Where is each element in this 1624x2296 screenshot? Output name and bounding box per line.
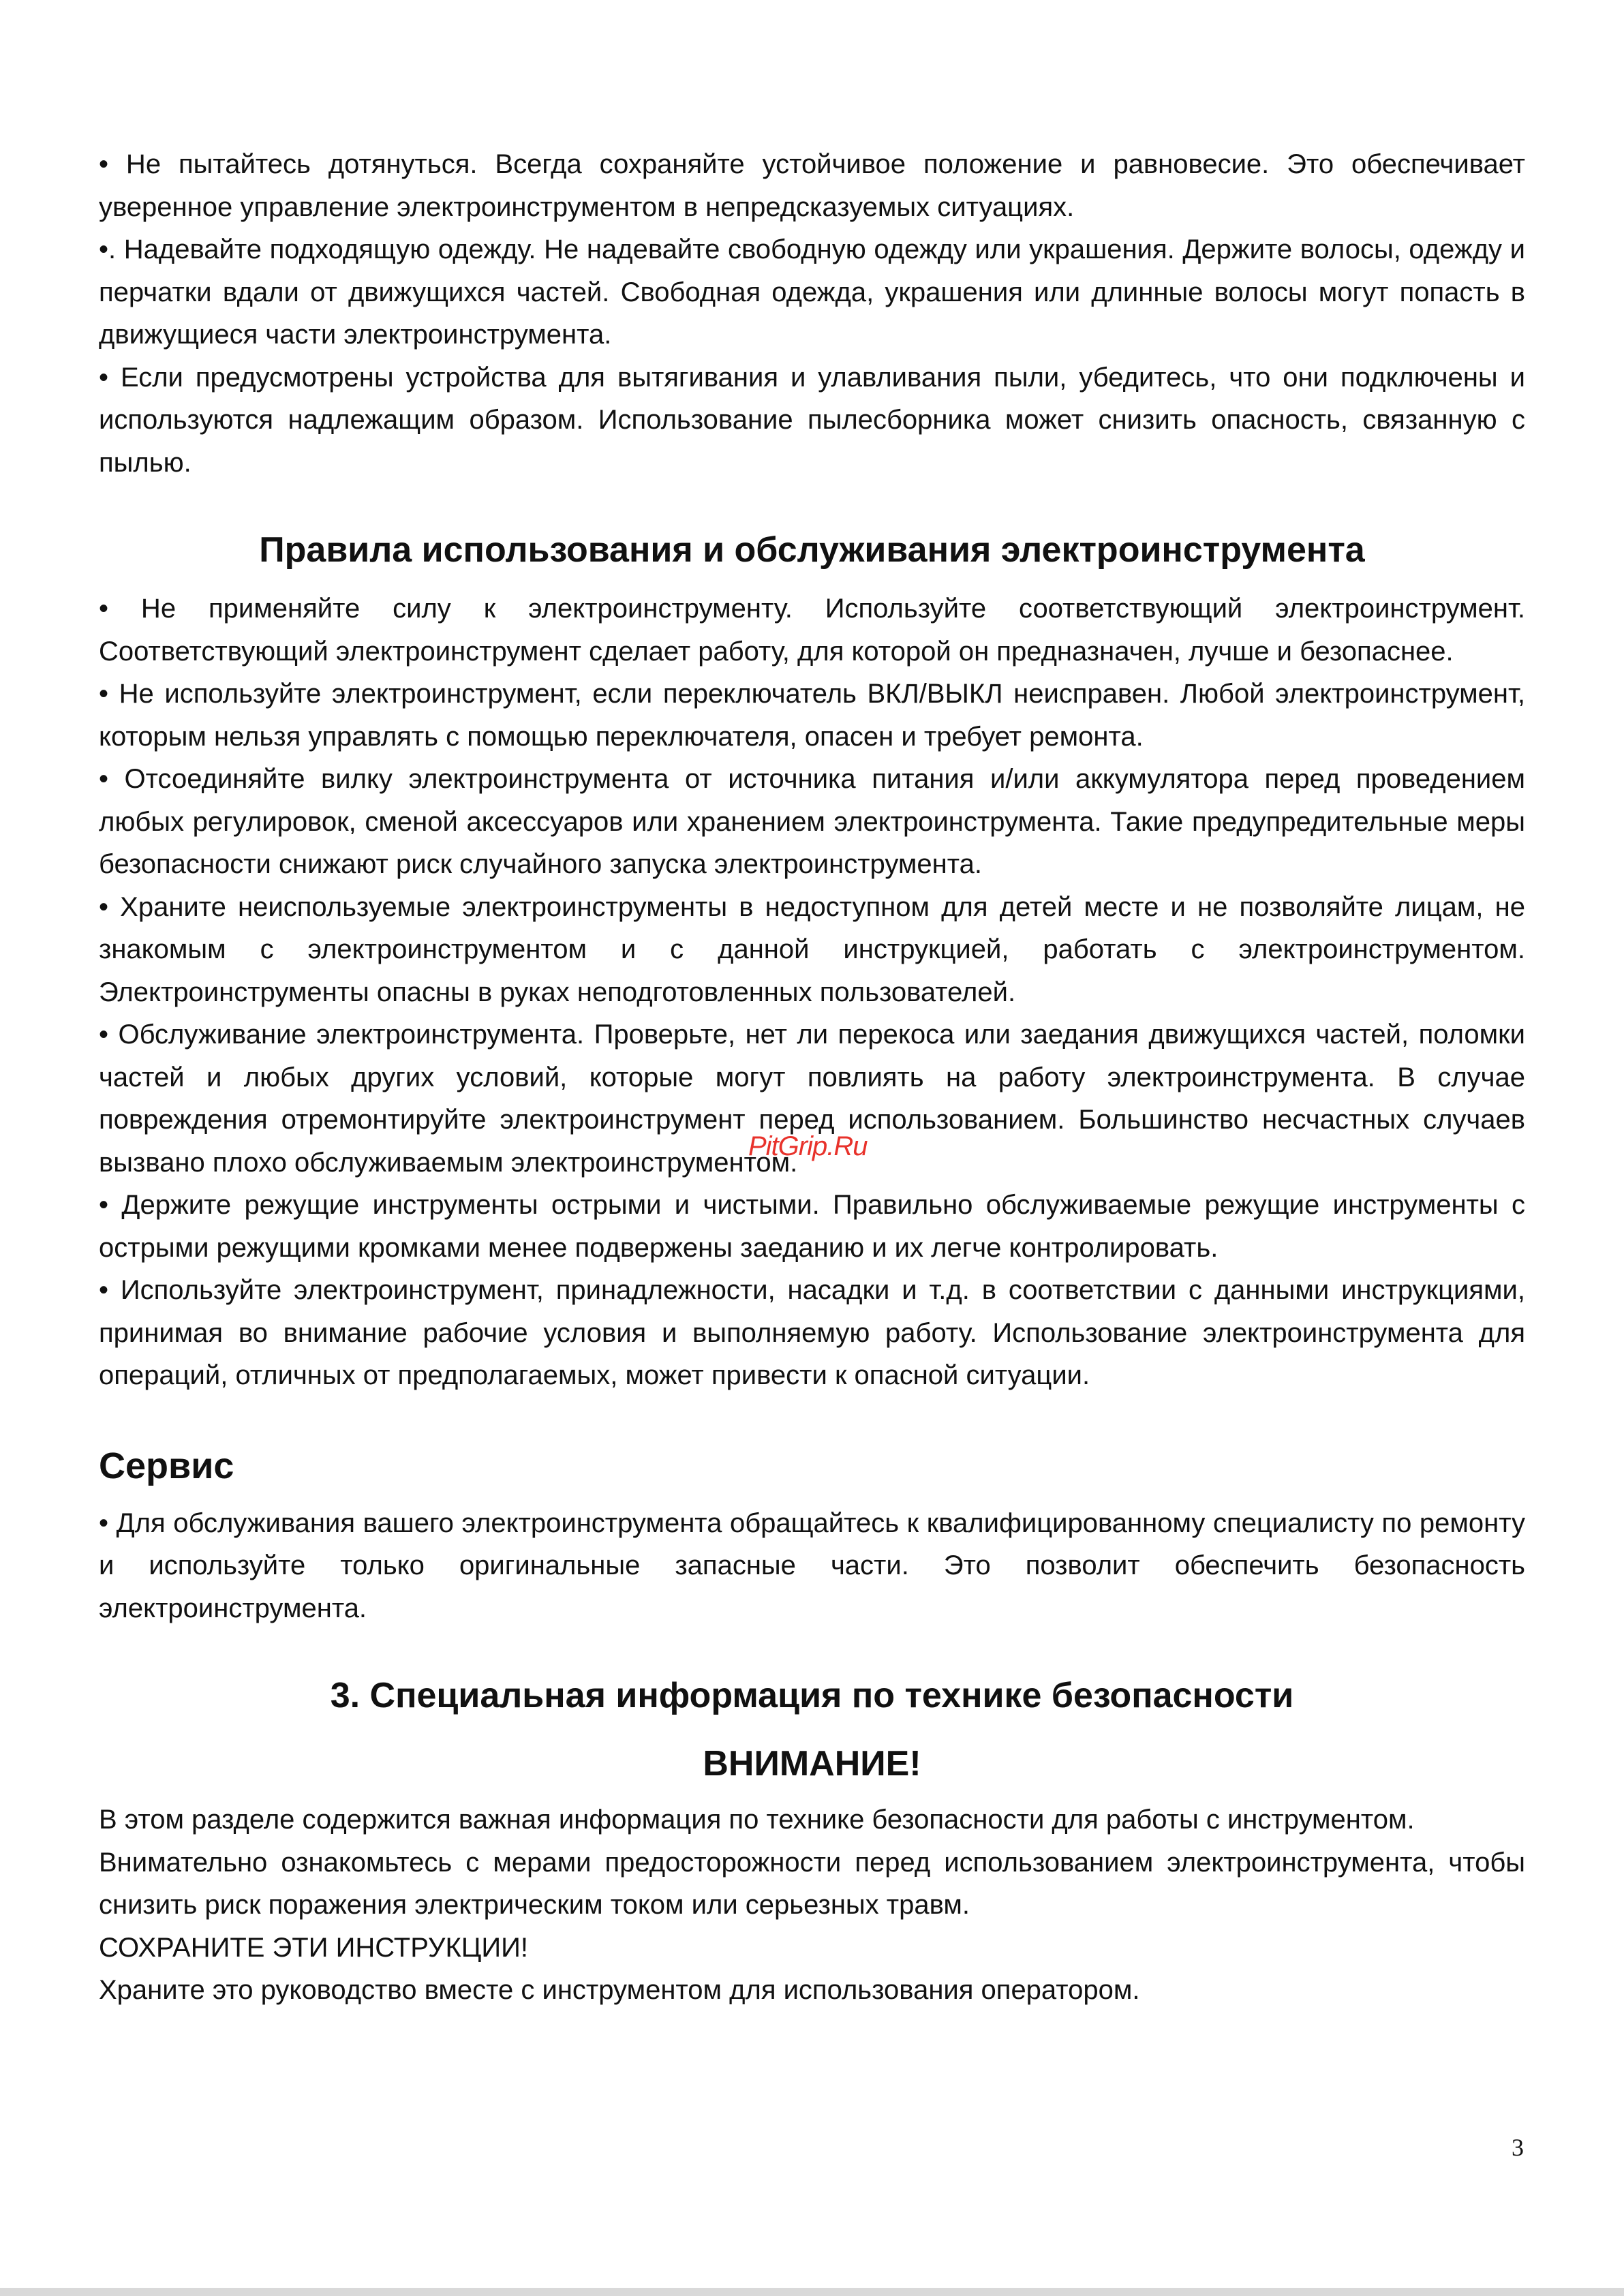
special-line-3: СОХРАНИТЕ ЭТИ ИНСТРУКЦИИ! — [99, 1932, 528, 1963]
service-paragraph: • Для обслуживания вашего электроинструмента обращайтесь к квалифицированному специалисту по ремонту и используйте только оригинальные запасные части. Это позволит обеспечить безопасность электроинструмента. — [99, 1507, 1525, 1623]
service-heading: Сервис — [99, 1445, 234, 1486]
watermark: PitGrip.Ru — [748, 1131, 868, 1161]
page-bottom-border — [0, 2288, 1624, 2296]
intro-paragraph-2: •. Надевайте подходящую одежду. Не надевайте свободную одежду или украшения. Держите волосы, одежду и перчатки вдали от движущихся частей. Свободная одежда, украшения или длинные волосы могут попасть в движущиеся части электроинструмента. — [99, 234, 1525, 350]
rules-paragraph-4: • Храните неиспользуемые электроинструменты в недоступном для детей месте и не позволяйте лицам, не знакомым с электроинструментом и с данной инструкцией, работать с электроинструментом. Электроинструменты опасны в руках неподготовленных пользователей. — [99, 891, 1525, 1007]
special-heading: 3. Специальная информация по технике безопасности — [330, 1676, 1294, 1715]
special-line-4: Храните это руководство вместе с инструментом для использования оператором. — [99, 1975, 1140, 2005]
intro-paragraph-1: • Не пытайтесь дотянуться. Всегда сохраняйте устойчивое положение и равновесие. Это обеспечивает уверенное управление электроинструментом в непредсказуемых ситуациях. — [99, 149, 1525, 222]
rules-paragraph-3: • Отсоединяйте вилку электроинструмента от источника питания и/или аккумулятора перед проведением любых регулировок, сменой аксессуаров или хранением электроинструмента. Такие предупредительные меры безопасности снижают риск случайного запуска электроинструмента. — [99, 764, 1525, 879]
intro-paragraph-3: • Если предусмотрены устройства для вытягивания и улавливания пыли, убедитесь, что они подключены и используются надлежащим образом. Использование пылесборника может снизить опасность, связанную с пылью. — [99, 362, 1525, 478]
rules-paragraph-1: • Не применяйте силу к электроинструменту. Используйте соответствующий электроинструмент. Соответствующий электроинструмент сделает работу, для которой он предназначен, лучше и безопаснее. — [99, 594, 1525, 667]
rules-paragraph-7: • Используйте электроинструмент, принадлежности, насадки и т.д. в соответствии с данными инструкциями, принимая во внимание рабочие условия и выполняемую работу. Использование электроинструмента для операций, отличных от предполагаемых, может привести к опасной ситуации. — [99, 1275, 1525, 1390]
rules-heading: Правила использования и обслуживания электроинструмента — [259, 530, 1365, 570]
rules-paragraph-5: • Обслуживание электроинструмента. Проверьте, нет ли перекоса или заедания движущихся частей, поломки частей и любых других условий, которые могут повлиять на работу электроинструмента. В случае повреждения отремонтируйте электроинструмент перед использованием. Большинство несчастных случаев вызвано плохо обслуживаемым электроинструментом. — [99, 1020, 1525, 1178]
special-line-1: В этом разделе содержится важная информация по технике безопасности для работы с инструментом. — [99, 1805, 1415, 1835]
rules-paragraph-2: • Не используйте электроинструмент, если переключатель ВКЛ/ВЫКЛ неисправен. Любой электроинструмент, которым нельзя управлять с помощью переключателя, опасен и требует ремонта. — [99, 679, 1525, 752]
warning-heading: ВНИМАНИЕ! — [703, 1744, 921, 1784]
special-line-2: Внимательно ознакомьтесь с мерами предосторожности перед использованием электроинструмента, чтобы снизить риск поражения электрическим током или серьезных травм. — [99, 1847, 1525, 1920]
page-number: 3 — [1512, 2134, 1524, 2161]
rules-paragraph-6: • Держите режущие инструменты острыми и чистыми. Правильно обслуживаемые режущие инструменты с острыми режущими кромками менее подвержены заеданию и их легче контролировать. — [99, 1190, 1525, 1263]
document-page — [99, 143, 1525, 2012]
